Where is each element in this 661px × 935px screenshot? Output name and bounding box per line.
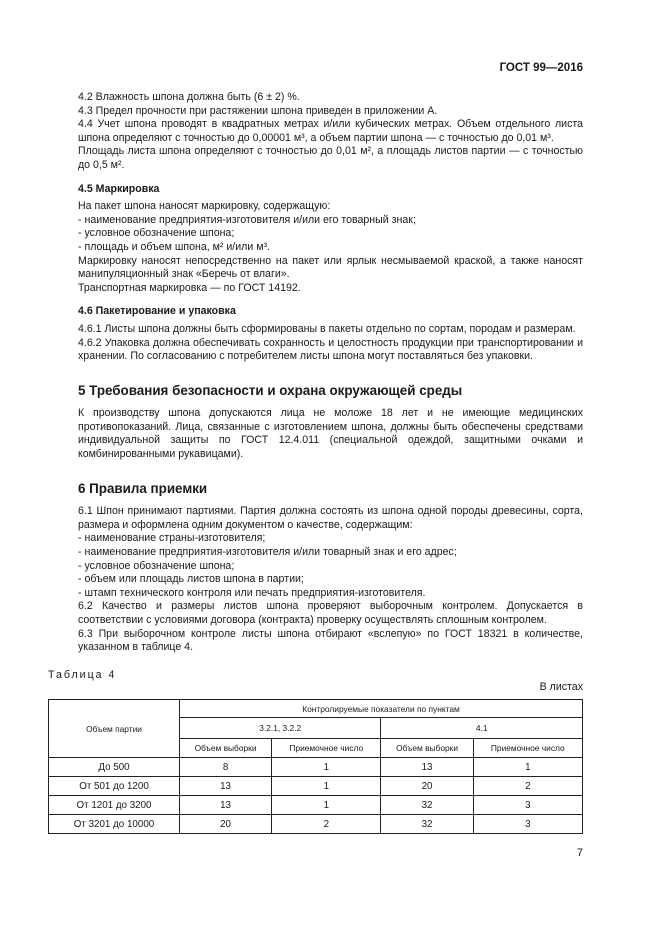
table-cell: 3 — [473, 796, 582, 815]
heading-section-5: 5 Требования безопасности и охрана окружающей среды — [78, 382, 463, 398]
table-cell: 20 — [381, 777, 473, 796]
table-cell: От 501 до 1200 — [49, 777, 180, 796]
table-cell: 2 — [473, 777, 582, 796]
para-4-6-2: 4.6.2 Упаковка должна обеспечивать сохранность и целостность продукции при транспортировании и хранении. По согласованию с потребителем листы шпона могут поставляться без упаковки. — [78, 336, 583, 363]
table-cell: 13 — [180, 777, 272, 796]
list-item: - наименование предприятия-изготовителя и/или его товарный знак; — [78, 213, 416, 226]
para-4-4: 4.4 Учет шпона проводят в квадратных метрах и/или кубических метрах. Объем отдельного листа шпона определяют с точностью до 0,00001 м³, а объем партии шпона — с точностью до 0,01 м³. — [78, 118, 583, 144]
list-item: - условное обозначение шпона; — [78, 559, 235, 572]
table-cell: 1 — [272, 796, 381, 815]
para-4-5-intro: На пакет шпона наносят маркировку, содержащую: — [78, 200, 331, 213]
para-5: К производству шпона допускаются лица не моложе 18 лет и не имеющие медицинских противопоказаний. Лица, связанные с изготовлением шпона, должны быть обеспечены средствами индивидуальной защиты по ГОСТ 12.4.011 (специальной одеждой, защитными очками и комбинированными рукавицами). — [78, 407, 583, 461]
table-cell: 1 — [272, 777, 381, 796]
list-item: - наименование страны-изготовителя; — [78, 532, 266, 545]
heading-section-6: 6 Правила приемки — [78, 480, 208, 496]
document-header: ГОСТ 99—2016 — [499, 62, 583, 74]
list-item: - наименование предприятия-изготовителя и/или товарный знак и его адрес; — [78, 546, 457, 559]
table-cell: От 1201 до 3200 — [49, 796, 180, 815]
sampling-table — [48, 699, 583, 834]
col-header-sample-size-1: Объем выборки — [180, 739, 272, 758]
table-cell: 2 — [272, 815, 381, 834]
table-cell: От 3201 до 10000 — [49, 815, 180, 834]
table-cell: 20 — [180, 815, 272, 834]
document-body — [48, 91, 583, 697]
table-cell: До 500 — [49, 758, 180, 777]
table-cell: 1 — [473, 758, 582, 777]
para-4-6-1: 4.6.1 Листы шпона должны быть сформированы в пакеты отдельно по сортам, породам и размерам. — [78, 322, 576, 335]
col-header-party: Объем партии — [49, 700, 180, 758]
table-cell: 32 — [381, 796, 473, 815]
table-cell: 13 — [180, 796, 272, 815]
table-caption-row — [48, 668, 583, 697]
col-header-sample-size-2: Объем выборки — [381, 739, 473, 758]
subheader-3-2: 3.2.1, 3.2.2 — [180, 718, 381, 739]
para-6-2: 6.2 Качество и размеры листов шпона проверяют выборочным контролем. Допускается в соответствии с условиями договора (контракта) проверку осуществлять сплошным контролем. — [78, 600, 583, 626]
para-4-3: 4.3 Предел прочности при растяжении шпона приведен в приложении А. — [78, 104, 438, 117]
table-caption: Таблица 4 — [48, 668, 117, 681]
para-6-1: 6.1 Шпон принимают партиями. Партия должна состоять из шпона одной породы древесины, сорта, размера и оформлена одним документом о качестве, содержащим: — [78, 505, 583, 531]
table-unit: В листах — [539, 680, 583, 693]
col-header-acceptance-2: Приемочное число — [473, 739, 582, 758]
col-header-acceptance-1: Приемочное число — [272, 739, 381, 758]
table-cell: 8 — [180, 758, 272, 777]
para-4-2: 4.2 Влажность шпона должна быть (6 ± 2) %. — [78, 91, 300, 103]
group-header: Контролируемые показатели по пунктам — [180, 700, 583, 718]
table-row — [49, 815, 583, 834]
table-row — [49, 796, 583, 815]
subheader-4-1: 4.1 — [381, 718, 583, 739]
heading-4-6: 4.6 Пакетирование и упаковка — [78, 305, 236, 318]
list-item: - условное обозначение шпона; — [78, 227, 235, 240]
table-cell: 1 — [272, 758, 381, 777]
list-item: - объем или площадь листов шпона в партии; — [78, 573, 304, 586]
table-cell: 32 — [381, 815, 473, 834]
list-item: - штамп технического контроля или печать предприятия-изготовителя. — [78, 586, 426, 599]
heading-4-5: 4.5 Маркировка — [78, 182, 160, 195]
table-row — [49, 777, 583, 796]
table-cell: 13 — [381, 758, 473, 777]
para-4-5-marking: Маркировку наносят непосредственно на пакет или ярлык несмываемой краской, а также наносят манипуляционный знак «Беречь от влаги». — [78, 254, 583, 281]
list-item: - площадь и объем шпона, м² и/или м³. — [78, 240, 270, 253]
para-4-4-area: Площадь листа шпона определяют с точностью до 0,01 м², а площадь листов партии — с точностью до 0,5 м². — [78, 145, 583, 171]
page-number: 7 — [576, 847, 583, 859]
para-6-3: 6.3 При выборочном контроле листы шпона отбирают «вслепую» по ГОСТ 18321 в количестве, указанном в таблице 4. — [78, 627, 583, 654]
table-cell: 3 — [473, 815, 582, 834]
para-4-5-transport: Транспортная маркировка — по ГОСТ 14192. — [78, 281, 301, 294]
table-row — [49, 758, 583, 777]
